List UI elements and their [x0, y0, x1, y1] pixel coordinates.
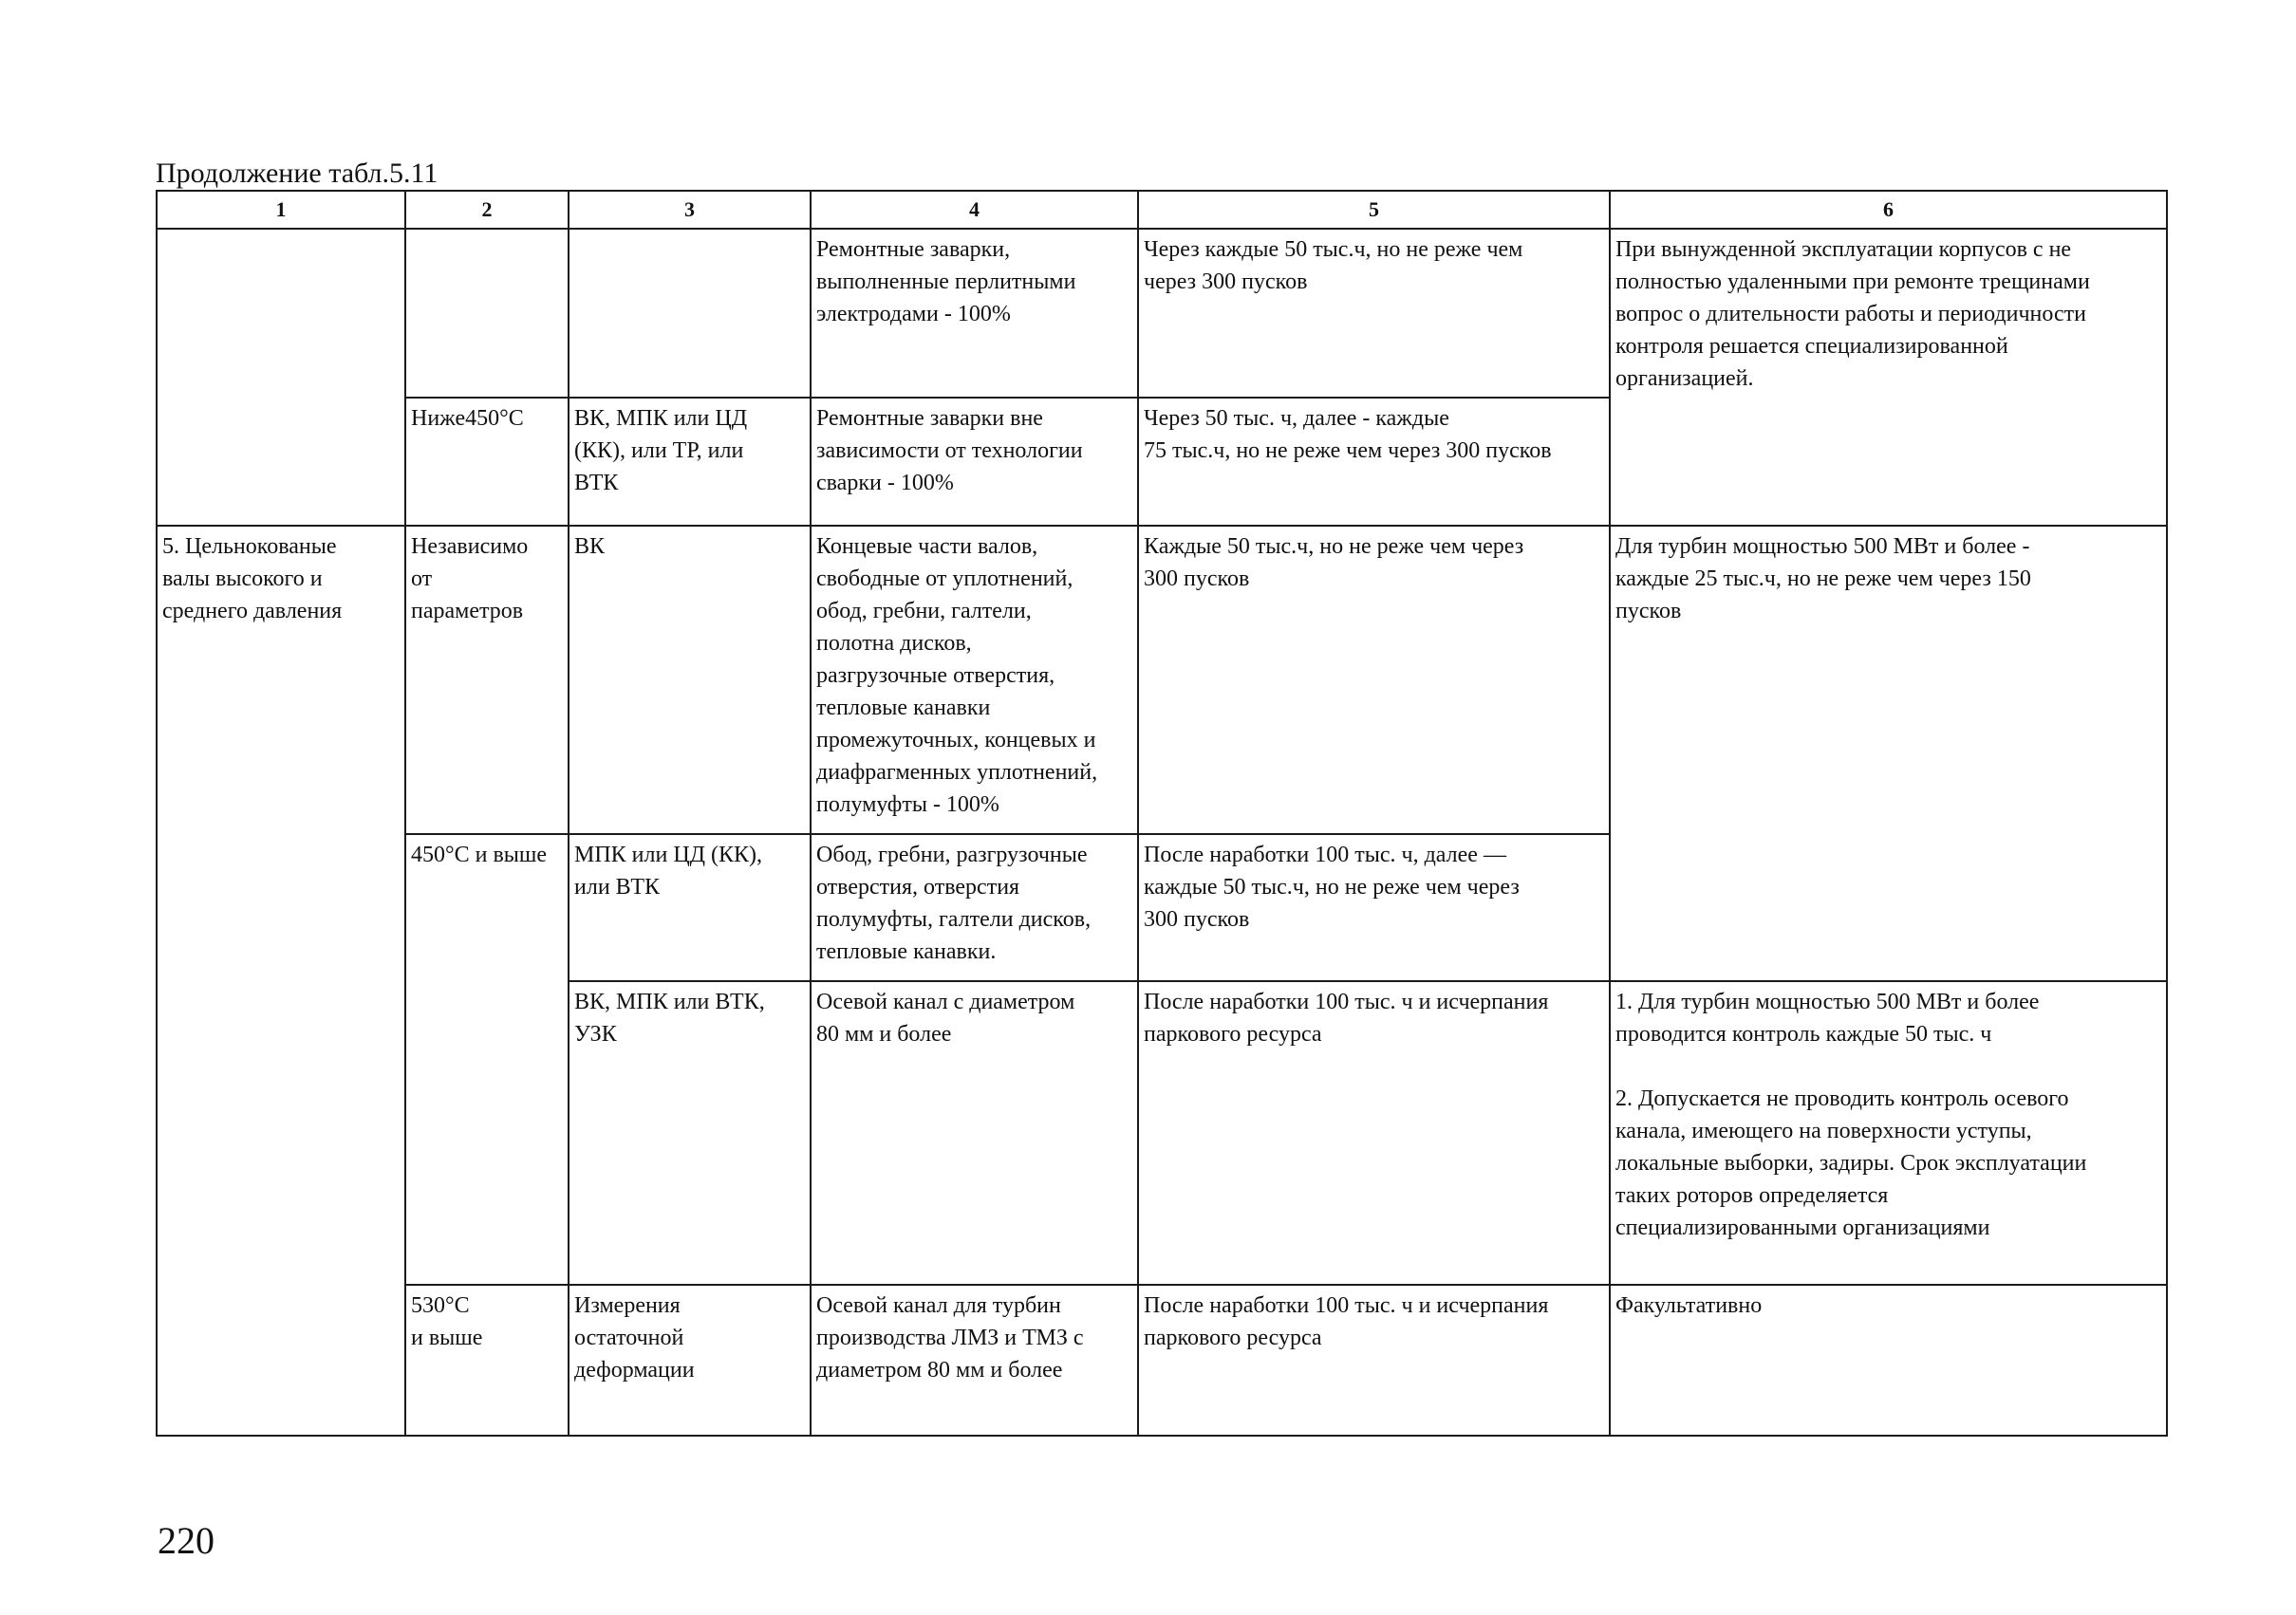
table-cell: Каждые 50 тыс.ч, но не реже чем через 300 пусков — [1138, 526, 1610, 834]
table-cell: Ремонтные заварки, выполненные перлитными электродами - 100% — [811, 229, 1138, 398]
table-cell: 1. Для турбин мощностью 500 МВт и более проводится контроль каждые 50 тыс. ч 2. Допускается не проводить контроль осевого канала, имеющего на поверхности уступы, локальные выборки, задиры. Срок эксплуатации таких роторов определяется специализированными организациями — [1610, 981, 2167, 1285]
table-cell: Осевой канал для турбин производства ЛМЗ и ТМЗ с диаметром 80 мм и более — [811, 1285, 1138, 1436]
header-cell-3: 3 — [569, 191, 811, 229]
header-cell-1: 1 — [157, 191, 405, 229]
table-cell: ВК, МПК или ЦД (КК), или ТР, или ВТК — [569, 398, 811, 526]
table-cell: Факультативно — [1610, 1285, 2167, 1436]
inspection-table — [156, 190, 2168, 1437]
page-number: 220 — [158, 1519, 215, 1562]
table-cell: МПК или ЦД (КК), или ВТК — [569, 834, 811, 981]
table-cell: Через 50 тыс. ч, далее - каждые 75 тыс.ч, но не реже чем через 300 пусков — [1138, 398, 1610, 526]
header-cell-4: 4 — [811, 191, 1138, 229]
table-row — [157, 1285, 2167, 1436]
table-cell: Ниже450°С — [405, 398, 569, 526]
table-cell — [157, 229, 405, 526]
table-cell: Измерения остаточной деформации — [569, 1285, 811, 1436]
table-cell: Концевые части валов, свободные от уплотнений, обод, гребни, галтели, полотна дисков, разгрузочные отверстия, тепловые канавки промежуточных, концевых и диафрагменных уплотнений, полумуфты - 100% — [811, 526, 1138, 834]
table-cell: После наработки 100 тыс. ч, далее — каждые 50 тыс.ч, но не реже чем через 300 пусков — [1138, 834, 1610, 981]
table-cell: Обод, гребни, разгрузочные отверстия, отверстия полумуфты, галтели дисков, тепловые канавки. — [811, 834, 1138, 981]
table-cell: После наработки 100 тыс. ч и исчерпания паркового ресурса — [1138, 981, 1610, 1285]
table-cell: Ремонтные заварки вне зависимости от технологии сварки - 100% — [811, 398, 1138, 526]
table-caption: Продолжение табл.5.11 — [156, 158, 439, 189]
table-cell: Для турбин мощностью 500 МВт и более - каждые 25 тыс.ч, но не реже чем через 150 пусков — [1610, 526, 2167, 981]
table-cell: Через каждые 50 тыс.ч, но не реже чем через 300 пусков — [1138, 229, 1610, 398]
table-cell: ВК — [569, 526, 811, 834]
table-cell: При вынужденной эксплуатации корпусов с не полностью удаленными при ремонте трещинами вопрос о длительности работы и периодичности контроля решается специализированной организацией. — [1610, 229, 2167, 526]
table-row — [157, 526, 2167, 834]
table-cell: 530°С и выше — [405, 1285, 569, 1436]
table-cell: ВК, МПК или ВТК, УЗК — [569, 981, 811, 1285]
table-cell: 450°С и выше — [405, 834, 569, 1285]
table-row — [157, 229, 2167, 398]
table-cell: Независимо от параметров — [405, 526, 569, 834]
header-cell-5: 5 — [1138, 191, 1610, 229]
header-cell-6: 6 — [1610, 191, 2167, 229]
table-header-row — [157, 191, 2167, 229]
header-cell-2: 2 — [405, 191, 569, 229]
table-cell: Осевой канал с диаметром 80 мм и более — [811, 981, 1138, 1285]
table-cell — [405, 229, 569, 398]
table-cell: 5. Цельнокованые валы высокого и среднего давления — [157, 526, 405, 1436]
table-cell — [569, 229, 811, 398]
table-cell: После наработки 100 тыс. ч и исчерпания паркового ресурса — [1138, 1285, 1610, 1436]
